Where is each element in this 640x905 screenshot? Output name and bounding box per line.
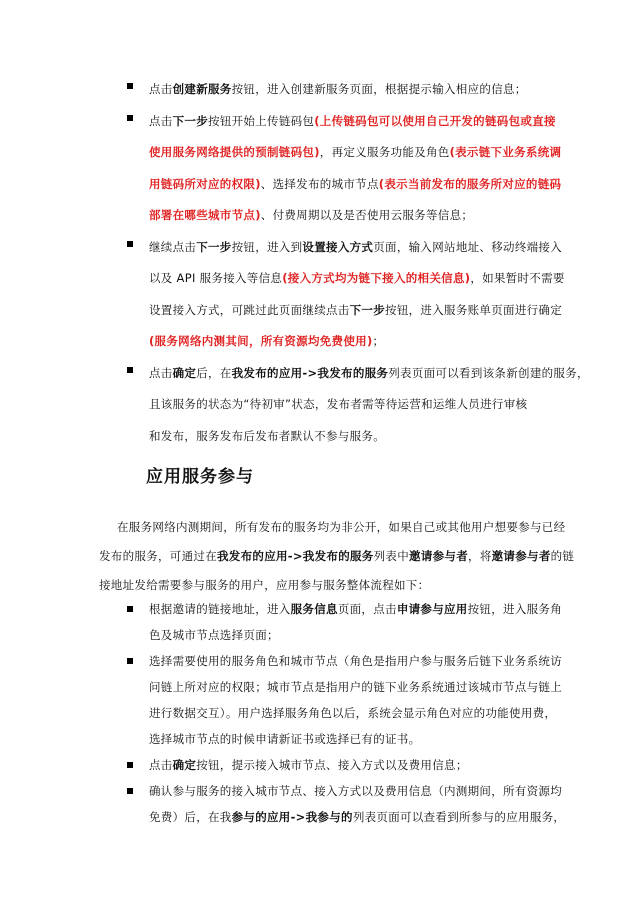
ui-term: 确定	[172, 365, 197, 380]
text-segment: 进行数据交互）。用户选择服务角色以后，系统会显示角色对应的功能使用费，	[149, 706, 557, 720]
text-segment: 色及城市节点选择页面；	[149, 628, 279, 642]
service-creation-steps	[127, 74, 589, 452]
text-segment: ，如果暂时不需要	[470, 271, 565, 285]
text-segment: 发布的服务，可通过在	[99, 549, 217, 563]
text-line	[149, 389, 547, 421]
text-segment: 列表中	[373, 549, 410, 563]
text-line	[149, 358, 589, 390]
ui-term: 邀请参与者	[491, 549, 551, 563]
list-item	[127, 358, 589, 453]
text-line	[149, 200, 547, 232]
highlight-note: 用链码所对应的权限)	[149, 176, 261, 191]
highlight-note: (接入方式均为链下接入的相关信息)	[282, 271, 471, 285]
text-line	[149, 700, 557, 726]
square-bullet-icon	[127, 241, 133, 247]
ui-term: 下一步	[349, 302, 386, 317]
text-segment: ；	[372, 334, 385, 348]
highlight-note: (表示当前发布的服务所对应的链码	[378, 176, 562, 191]
text-line	[149, 596, 563, 622]
list-item	[127, 648, 562, 752]
text-segment: 继续点击	[149, 239, 197, 254]
text-segment: 后，在	[196, 365, 232, 380]
highlight-note: 使用服务网络提供的预制链码包)	[149, 145, 320, 159]
ui-term: 确定	[172, 758, 197, 772]
square-bullet-icon	[127, 367, 133, 373]
text-segment: 接地址发给需要参与服务的用户，应用参与服务整体流程如下：	[99, 578, 430, 592]
text-line	[149, 674, 562, 700]
text-segment: 选择需要使用的服务角色和城市节点（角色是指用户参与服务后链下业务系统访	[149, 654, 562, 668]
list-item	[127, 74, 547, 106]
text-line	[149, 804, 566, 830]
text-segment: 问链上所对应的权限；城市节点是指用户的链下业务系统通过该城市节点与链上	[149, 680, 562, 694]
text-line	[99, 542, 575, 571]
section-heading: 应用服务参与	[146, 467, 254, 487]
text-segment: 按钮，进入服务账单页面进行确定	[385, 302, 563, 317]
text-segment: 设置接入方式，可跳过此页面继续点击	[149, 302, 350, 317]
list-item	[127, 106, 562, 232]
text-segment: 点击	[149, 365, 173, 380]
text-segment: 点击	[149, 82, 173, 96]
square-bullet-icon	[127, 115, 133, 121]
list-item	[127, 232, 565, 358]
text-segment: 页面，点击	[337, 602, 397, 616]
list-item	[127, 596, 563, 648]
text-line	[149, 137, 562, 169]
text-segment: 确认参与服务的接入城市节点、接入方式以及费用信息（内测期间，所有资源均	[149, 784, 562, 798]
participation-steps	[127, 596, 566, 830]
text-line	[149, 752, 547, 778]
text-line	[149, 421, 547, 453]
square-bullet-icon	[127, 762, 133, 768]
text-segment: 根据邀请的链接地址，进入	[149, 602, 291, 616]
ui-term: 我发布的应用->我发布的服务	[231, 365, 389, 380]
text-line	[149, 726, 547, 752]
text-line	[149, 778, 562, 804]
highlight-note: (服务网络内测其间，所有资源均免费使用)	[149, 334, 373, 348]
square-bullet-icon	[127, 606, 133, 612]
text-segment: 、付费周期以及是否使用云服务等信息；	[260, 208, 474, 222]
text-line	[149, 622, 547, 648]
ui-term: 创建新服务	[172, 82, 232, 96]
text-line	[149, 648, 562, 674]
text-segment: 按钮，进入服务角	[467, 602, 563, 616]
text-line	[149, 169, 562, 201]
text-segment: 、选择发布的城市节点	[260, 176, 379, 191]
intro-paragraph	[99, 513, 575, 600]
ui-term: 参与的应用->我参与的	[231, 810, 353, 824]
square-bullet-icon	[127, 658, 133, 664]
ui-term: 服务信息	[290, 602, 338, 616]
text-segment: 按钮，提示接入城市节点、接入方式以及费用信息；	[196, 758, 468, 772]
highlight-note: (上传链码包可以使用自己开发的链码包或直接	[314, 113, 556, 128]
text-segment: 点击	[149, 113, 173, 128]
text-line	[149, 106, 556, 138]
text-line	[149, 263, 565, 295]
text-segment: 页面，输入网站地址、移动终端接入	[373, 239, 563, 254]
text-segment: 以及 API 服务接入等信息	[149, 271, 283, 285]
text-segment: 列表页面可以查看到所参与的应用服务，	[352, 810, 566, 824]
ui-term: 设置接入方式	[302, 239, 374, 254]
text-segment: 按钮，进入到	[231, 239, 303, 254]
ui-term: 邀请参与者	[409, 549, 469, 563]
text-segment: 和发布，服务发布后发布者默认不参与服务。	[149, 428, 385, 443]
text-segment: ，将	[468, 549, 492, 563]
ui-term: 下一步	[196, 239, 232, 254]
text-segment: 按钮，进入创建新服务页面，根据提示输入相应的信息；	[231, 82, 527, 96]
ui-term: 申请参与应用	[396, 602, 468, 616]
square-bullet-icon	[127, 788, 133, 794]
text-segment: 选择城市节点的时候申请新证书或选择已有的证书。	[149, 732, 421, 746]
text-line	[149, 326, 547, 358]
text-segment: 在服务网络内测期间，所有发布的服务均为非公开，如果自己或其他用户想要参与已经	[117, 520, 566, 534]
list-item	[127, 752, 547, 778]
text-line	[149, 232, 563, 264]
text-line	[117, 513, 566, 542]
highlight-note: (表示链下业务系统调	[449, 145, 562, 159]
text-segment: 列表页面可以看到该条新创建的服务，	[388, 365, 589, 380]
text-segment: 且该服务的状态为“待初审”状态，发布者需等待运营和运维人员进行审核	[149, 397, 528, 411]
list-item	[127, 778, 566, 830]
text-segment: 的链	[550, 549, 575, 563]
text-segment: ，再定义服务功能及角色	[319, 145, 450, 159]
text-line	[149, 295, 563, 327]
highlight-note: 部署在哪些城市节点)	[149, 208, 261, 222]
text-segment: 免费）后，在我	[149, 810, 232, 824]
text-segment: 点击	[149, 758, 173, 772]
square-bullet-icon	[127, 83, 133, 89]
text-line	[149, 74, 547, 106]
text-segment: 按钮开始上传链码包	[208, 113, 315, 128]
ui-term: 我发布的应用->我发布的服务	[217, 549, 374, 563]
ui-term: 下一步	[172, 113, 209, 128]
